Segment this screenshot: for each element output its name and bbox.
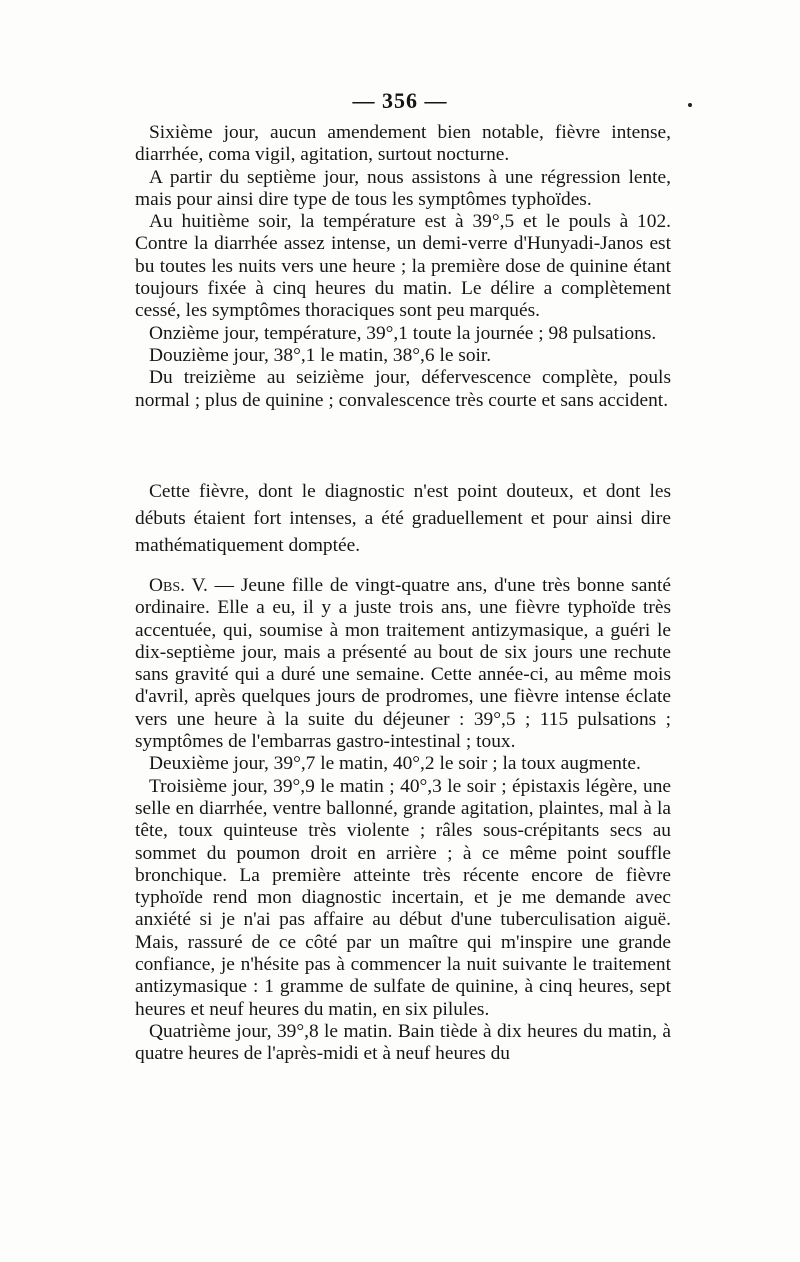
paragraph-day-6: Sixième jour, aucun amendement bien notable, fièvre intense, diarrhée, coma vigil, agitation, surtout nocturne. [135, 122, 671, 166]
paragraph-day-12: Douzième jour, 38°,1 le matin, 38°,6 le soir. [149, 344, 492, 366]
commentary [135, 478, 671, 559]
commentary-paragraph: Cette fièvre, dont le diagnostic n'est point douteux, et dont les débuts étaient fort intenses, a été graduellement et pour ainsi dire mathématiquement domptée. [135, 481, 671, 556]
paragraph-day-11: Onzième jour, température, 39°,1 toute la journée ; 98 pulsations. [149, 322, 657, 344]
paragraph-obs5-day-3: Troisième jour, 39°,9 le matin ; 40°,3 le soir ; épistaxis légère, une selle en diarrhée, ventre ballonné, grande agitation, plaintes, mal à la tête, toux quinteuse très violente ; râles sous-crépitants secs au sommet du poumon droit en arrière ; à ce même point souffle bronchique. La première atteinte très récente encore de fièvre typhoïde rend mon diagnostic incertain, et je me demande avec anxiété si je n'ai pas affaire au début d'une tuberculisation aiguë. Mais, rassuré de ce côté par un maître qui m'inspire une grande confiance, je n'hésite pas à commencer la nuit suivante le traitement antizymasique : 1 gramme de sulfate de quinine, à cinq heures, sept heures et neuf heures du matin, en six pilules. [135, 775, 671, 1020]
obs5-intro-paragraph [135, 575, 671, 753]
paragraph-day-8: Au huitième soir, la température est à 39°,5 et le pouls à 102. Contre la diarrhée assez intense, un demi-verre d'Hunyadi-Janos est bu toutes les nuits vers une heure ; la première dose de quinine étant toujours fixée à cinq heures du matin. Le délire a complètement cessé, les symptômes thoraciques sont peu marqués. [135, 211, 671, 322]
observation-5 [135, 575, 671, 1066]
paragraph-day-7: A partir du septième jour, nous assistons à une régression lente, mais pour ainsi dire type de tous les symptômes typhoïdes. [135, 166, 671, 210]
paragraph-days-13-16: Du treizième au seizième jour, défervescence complète, pouls normal ; plus de quinine ; convalescence très courte et sans accident. [135, 367, 671, 411]
obs5-intro-text: — Jeune fille de vingt-quatre ans, d'une très bonne santé ordinaire. Elle a eu, il y a juste trois ans, une fièvre typhoïde très accentuée, qui, soumise à mon traitement antizymasique, a guéri le dix-septième jour, mais a présenté au bout de six jours une rechute sans gravité qui a duré une semaine. Cette année-ci, au même mois d'avril, après quelques jours de prodromes, une fièvre intense éclate vers une heure à la suite du déjeuner : 39°,5 ; 115 pulsations ; symptômes de l'embarras gastro-intestinal ; toux. [135, 575, 672, 753]
ink-speck [688, 103, 692, 107]
paragraph-obs5-day-4: Quatrième jour, 39°,8 le matin. Bain tiède à dix heures du matin, à quatre heures de l'après-midi et à neuf heures du [135, 1020, 671, 1065]
observation-4-continued [135, 122, 671, 412]
paragraph-obs5-day-2: Deuxième jour, 39°,7 le matin, 40°,2 le soir ; la toux augmente. [149, 753, 641, 775]
obs5-label: Obs. V. [149, 575, 208, 596]
page-number: — 356 — [352, 88, 448, 113]
